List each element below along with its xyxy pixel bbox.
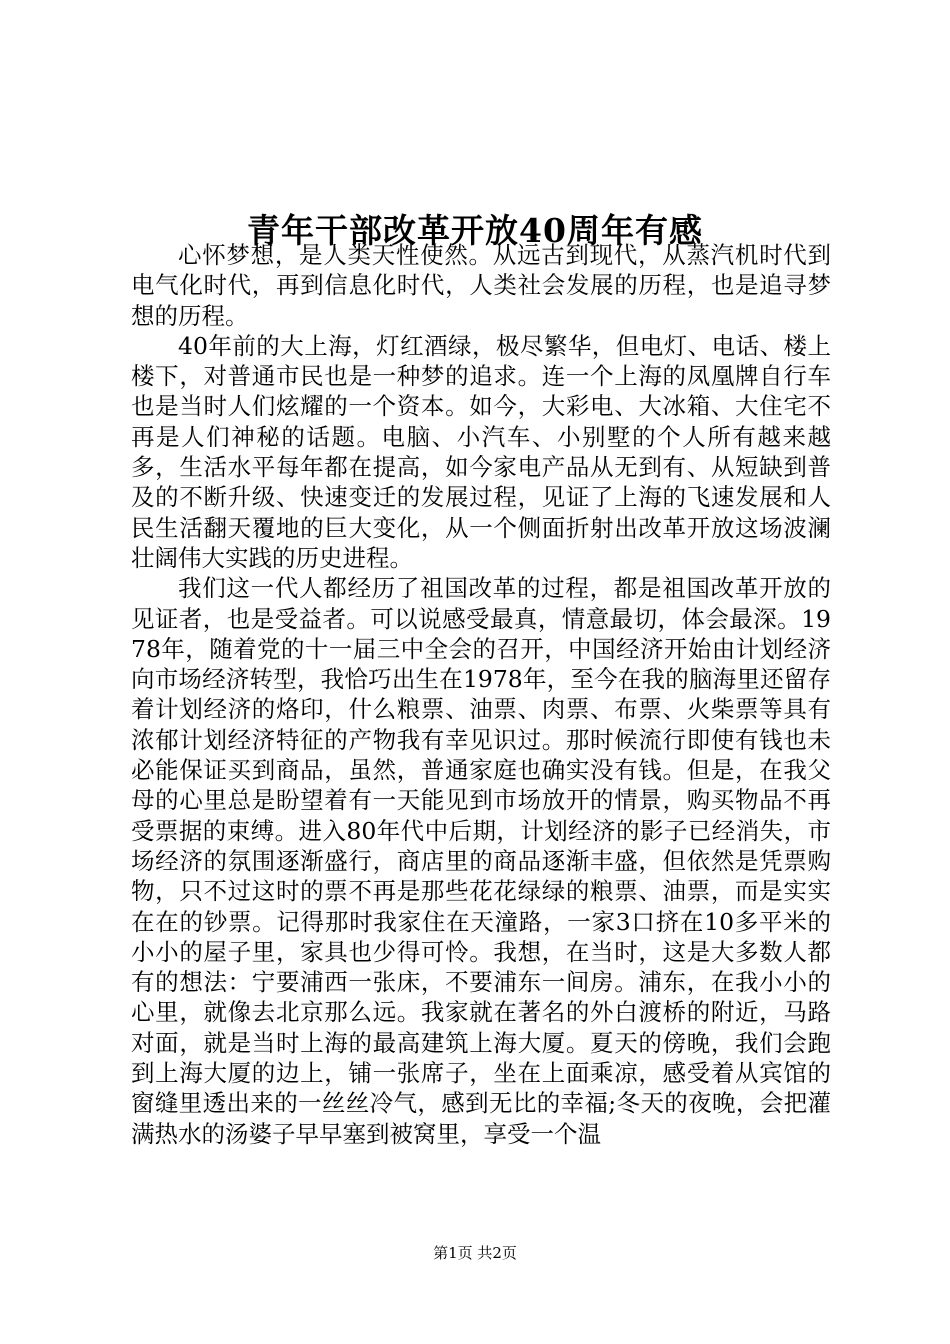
page-footer: 第1页 共2页 xyxy=(433,1244,517,1262)
paragraph-3: 我们这一代人都经历了祖国改革的过程，都是祖国改革开放的见证者，也是受益者。可以说感受最真，情意最切，体会最深。1978年，随着党的十一届三中全会的召开，中国经济开始由计划经济向市场经济转型，我恰巧出生在1978年，至今在我的脑海里还留存着计划经济的烙印，什么粮票、油票、肉票、布票、火柴票等具有浓郁计划经济特征的产物我有幸见识过。那时候流行即使有钱也未必能保证买到商品，虽然，普通家庭也确实没有钱。但是，在我父母的心里总是盼望着有一天能见到市场放开的情景，购买物品不再受票据的束缚。进入80年代中后期，计划经济的影子已经消失，市场经济的氛围逐渐盛行，商店里的商品逐渐丰盛，但依然是凭票购物，只不过这时的票不再是那些花花绿绿的粮票、油票，而是实实在在的钞票。记得那时我家住在天潼路，一家3口挤在10多平米的小小的屋子里，家具也少得可怜。我想，在当时，这是大多数人都有的想法：宁要浦西一张床，不要浦东一间房。浦东，在我小小的心里，就像去北京那么远。我家就在著名的外白渡桥的附近，马路对面，就是当时上海的最高建筑上海大厦。夏天的傍晚，我们会跑到上海大厦的边上，铺一张席子，坐在上面乘凉，感受着从宾馆的窗缝里透出来的一丝丝冷气，感到无比的幸福;冬天的夜晚，会把灌满热水的汤婆子早早塞到被窝里，享受一个温 xyxy=(131,574,831,1148)
paragraph-2: 40年前的大上海，灯红酒绿，极尽繁华，但电灯、电话、楼上楼下，对普通市民也是一种梦的追求。连一个上海的凤凰牌自行车也是当时人们炫耀的一个资本。如今，大彩电、大冰箱、大住宅不再是人们神秘的话题。电脑、小汽车、小别墅的个人所有越来越多，生活水平每年都在提高，如今家电产品从无到有、从短缺到普及的不断升级、快速变迁的发展过程，见证了上海的飞速发展和人民生活翻天覆地的巨大变化，从一个侧面折射出改革开放这场波澜壮阔伟大实践的历史进程。 xyxy=(131,331,831,572)
document-body xyxy=(131,240,831,1149)
document-title: 青年干部改革开放40周年有感 xyxy=(247,211,703,251)
paragraph-1: 心怀梦想，是人类天性使然。从远古到现代，从蒸汽机时代到电气化时代，再到信息化时代，人类社会发展的历程，也是追寻梦想的历程。 xyxy=(131,241,831,330)
